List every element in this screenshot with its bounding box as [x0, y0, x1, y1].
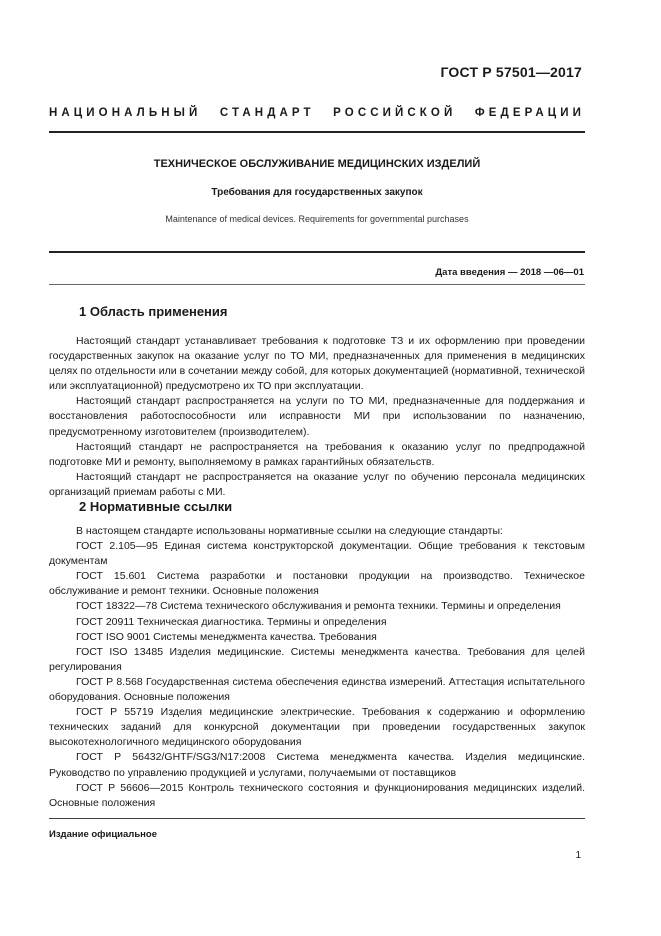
- reference-item: ГОСТ ISO 13485 Изделия медицинские. Системы менеджмента качества. Требования для целей регулирования: [49, 645, 585, 673]
- intro-date: Дата введения — 2018 —06—01: [435, 267, 584, 278]
- english-title: Maintenance of medical devices. Requirements for governmental purchases: [165, 214, 469, 224]
- national-standard-banner: НАЦИОНАЛЬНЫЙ СТАНДАРТ РОССИЙСКОЙ ФЕДЕРАЦИИ: [49, 107, 585, 119]
- paragraph: Настоящий стандарт распространяется на услуги по ТО МИ, предназначенные для поддержания и восстановления работоспособности или исправности МИ при использовании по назначению, предусмотренному изготовителем (производителем).: [49, 395, 585, 438]
- paragraph: Настоящий стандарт устанавливает требования к подготовке ТЗ и их оформлению при проведении государственных закупок на оказание услуг по ТО МИ, предназначенных для применения в медицинских целях по отдельности или в сочетании между собой, для которых документацией (нормативной, технической или эксплуатационной) предусмотрено их ТО при эксплуатации.: [49, 335, 585, 393]
- document-title: ТЕХНИЧЕСКОЕ ОБСЛУЖИВАНИЕ МЕДИЦИНСКИХ ИЗДЕЛИЙ: [153, 158, 481, 170]
- page-number: 1: [575, 850, 581, 861]
- top-rule: [49, 131, 585, 133]
- section-2-body: [49, 524, 585, 811]
- section-1-body: [49, 334, 585, 500]
- date-rule: [49, 284, 585, 285]
- reference-item: ГОСТ Р 56432/GHTF/SG3/N17:2008 Система менеджмента качества. Изделия медицинские. Руководство по управлению продукцией и услугами, получаемыми от поставщиков: [49, 751, 585, 779]
- reference-item: ГОСТ Р 55719 Изделия медицинские электрические. Требования к содержанию и оформлению технических заданий для конкурсной документации при проведении государственных закупок высокотехнологичного медицинского оборудования: [49, 706, 585, 749]
- reference-item: ГОСТ 2.105—95 Единая система конструкторской документации. Общие требования к текстовым документам: [49, 540, 585, 568]
- footer-rule: [49, 818, 585, 819]
- paragraph: В настоящем стандарте использованы нормативные ссылки на следующие стандарты:: [76, 525, 503, 537]
- reference-item: ГОСТ 18322—78 Система технического обслуживания и ремонта техники. Термины и определения: [76, 600, 561, 613]
- reference-item: ГОСТ Р 8.568 Государственная система обеспечения единства измерений. Аттестация испытательного оборудования. Основные положения: [49, 675, 585, 704]
- reference-item: ГОСТ ISO 9001 Системы менеджмента качества. Требования: [76, 630, 377, 643]
- section-1-heading: 1 Область применения: [79, 304, 228, 319]
- section-2-heading: 2 Нормативные ссылки: [79, 499, 233, 514]
- title-bottom-rule: [49, 251, 585, 253]
- paragraph: Настоящий стандарт не распространяется на требования к оказанию услуг по предпродажной подготовке МИ и ремонту, выполняемому в рамках гарантийных обязательств.: [49, 440, 585, 468]
- paragraph: Настоящий стандарт не распространяется на оказание услуг по обучению персонала медицинских организаций приемам работы с МИ.: [49, 470, 585, 498]
- reference-item: ГОСТ 15.601 Система разработки и постановки продукции на производство. Техническое обслуживание и ремонт техники. Основные положения: [49, 570, 585, 598]
- reference-item: ГОСТ Р 56606—2015 Контроль технического состояния и функционирования медицинских изделий. Основные положения: [49, 781, 585, 809]
- document-number: ГОСТ Р 57501—2017: [440, 64, 582, 80]
- official-edition-label: Издание официальное: [49, 829, 157, 840]
- reference-item: ГОСТ 20911 Техническая диагностика. Термины и определения: [76, 615, 387, 628]
- document-subtitle: Требования для государственных закупок: [211, 187, 423, 198]
